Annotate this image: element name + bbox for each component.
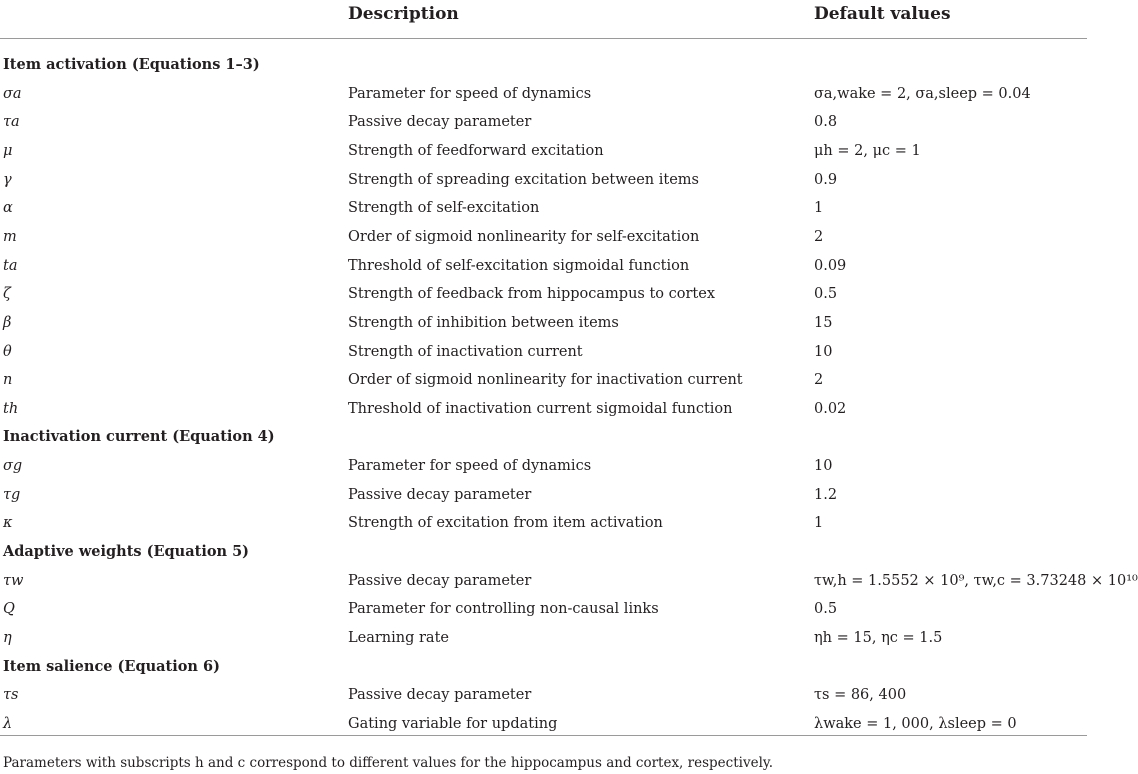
parameter-description: Strength of self-excitation xyxy=(348,200,540,217)
parameter-description: Order of sigmoid nonlinearity for self-excitation xyxy=(348,228,700,245)
parameter-description: Threshold of self-excitation sigmoidal function xyxy=(348,257,690,274)
table-footnote: Parameters with subscripts h and c correspond to different values for the hippocampus and cortex, respectively. xyxy=(3,755,774,771)
parameter-description: Passive decay parameter xyxy=(348,114,532,131)
parameter-symbol: τg xyxy=(3,486,21,503)
parameter-symbol: γ xyxy=(3,171,12,188)
parameter-default: 10 xyxy=(814,458,833,475)
section-header-row xyxy=(0,55,1089,83)
parameter-description: Strength of feedback from hippocampus to cortex xyxy=(348,286,716,303)
section-header-row xyxy=(0,427,1089,455)
parameter-symbol: μ xyxy=(3,142,13,159)
parameter-description: Gating variable for updating xyxy=(348,715,558,732)
parameter-default: 0.8 xyxy=(814,114,838,131)
parameter-default: 0.02 xyxy=(814,400,847,417)
parameter-default: 2 xyxy=(814,372,824,389)
section-label: Adaptive weights (Equation 5) xyxy=(3,543,250,561)
parameter-symbol: σg xyxy=(3,458,23,475)
parameter-default: τw,h = 1.5552 × 10⁹, τw,c = 3.73248 × 10¹⁰ xyxy=(814,572,1138,589)
parameter-symbol: n xyxy=(3,372,13,389)
table-row xyxy=(0,513,1089,541)
table-row xyxy=(0,628,1089,656)
table-row xyxy=(0,170,1089,198)
section-label: Item activation (Equations 1–3) xyxy=(3,56,260,73)
parameter-default: λwake = 1, 000, λsleep = 0 xyxy=(814,715,1017,732)
table-row xyxy=(0,284,1089,312)
parameter-description: Strength of spreading excitation between items xyxy=(348,171,699,188)
parameter-description: Order of sigmoid nonlinearity for inactivation current xyxy=(348,372,743,389)
parameter-description: Strength of inhibition between items xyxy=(348,314,619,331)
table-row xyxy=(0,599,1089,627)
parameter-description: Strength of inactivation current xyxy=(348,343,583,360)
parameter-description: Parameter for speed of dynamics xyxy=(348,458,592,475)
parameter-description: Passive decay parameter xyxy=(348,486,532,503)
parameter-description: Parameter for controlling non-causal links xyxy=(348,601,659,618)
parameter-symbol: σa xyxy=(3,85,22,102)
bottom-rule xyxy=(0,735,1087,736)
section-label: Inactivation current (Equation 4) xyxy=(3,428,275,446)
table-row xyxy=(0,112,1089,140)
parameter-symbol: κ xyxy=(3,515,13,532)
table-row xyxy=(0,141,1089,169)
parameter-symbol: th xyxy=(3,400,19,417)
parameter-symbol: τw xyxy=(3,572,24,589)
section-header-row xyxy=(0,657,1089,685)
table-row xyxy=(0,370,1089,398)
table-row xyxy=(0,685,1089,713)
parameter-symbol: ta xyxy=(3,257,18,274)
parameter-symbol: λ xyxy=(3,715,13,732)
table-row xyxy=(0,256,1089,284)
parameter-default: 1 xyxy=(814,515,824,532)
parameter-default: 2 xyxy=(814,228,824,245)
table-row xyxy=(0,485,1089,513)
parameter-description: Passive decay parameter xyxy=(348,687,532,704)
parameter-description: Strength of feedforward excitation xyxy=(348,142,604,159)
parameter-symbol: Q xyxy=(3,601,15,618)
table-header xyxy=(0,0,1089,38)
section-header-row xyxy=(0,542,1089,570)
parameter-symbol: τs xyxy=(3,687,19,704)
parameter-symbol: α xyxy=(3,200,13,217)
parameter-description: Parameter for speed of dynamics xyxy=(348,85,592,102)
parameter-description: Passive decay parameter xyxy=(348,572,532,589)
table-row xyxy=(0,399,1089,427)
parameter-default: τs = 86, 400 xyxy=(814,687,907,704)
parameter-symbol: ζ xyxy=(3,286,11,303)
parameter-symbol: m xyxy=(3,228,17,245)
parameter-default: 0.5 xyxy=(814,601,838,618)
parameter-symbol: τa xyxy=(3,114,20,131)
parameter-default: 15 xyxy=(814,314,833,331)
parameter-description: Strength of excitation from item activation xyxy=(348,515,663,532)
header-rule xyxy=(0,38,1087,39)
table-row xyxy=(0,571,1138,599)
header-default-values: Default values xyxy=(814,4,951,24)
table-row xyxy=(0,342,1089,370)
parameter-default: 1.2 xyxy=(814,486,838,503)
parameter-symbol: β xyxy=(3,314,12,331)
table-row xyxy=(0,456,1089,484)
table-row xyxy=(0,84,1089,112)
parameter-description: Learning rate xyxy=(348,630,449,646)
table-row xyxy=(0,313,1089,341)
parameter-default: 0.09 xyxy=(814,257,847,274)
table-row xyxy=(0,227,1089,255)
parameter-symbol: η xyxy=(3,630,12,646)
parameter-default: 1 xyxy=(814,200,824,217)
section-label: Item salience (Equation 6) xyxy=(3,657,220,675)
header-description: Description xyxy=(348,4,459,24)
parameter-symbol: θ xyxy=(3,343,12,360)
parameter-description: Threshold of inactivation current sigmoidal function xyxy=(348,400,733,417)
parameter-default: ηh = 15, ηc = 1.5 xyxy=(814,630,943,646)
parameter-default: σa,wake = 2, σa,sleep = 0.04 xyxy=(814,85,1031,102)
parameter-default: 0.5 xyxy=(814,286,838,303)
table-row xyxy=(0,714,1089,742)
parameter-default: 10 xyxy=(814,343,833,360)
parameter-default: 0.9 xyxy=(814,171,838,188)
table-row xyxy=(0,198,1089,226)
parameter-default: μh = 2, μc = 1 xyxy=(814,142,921,159)
